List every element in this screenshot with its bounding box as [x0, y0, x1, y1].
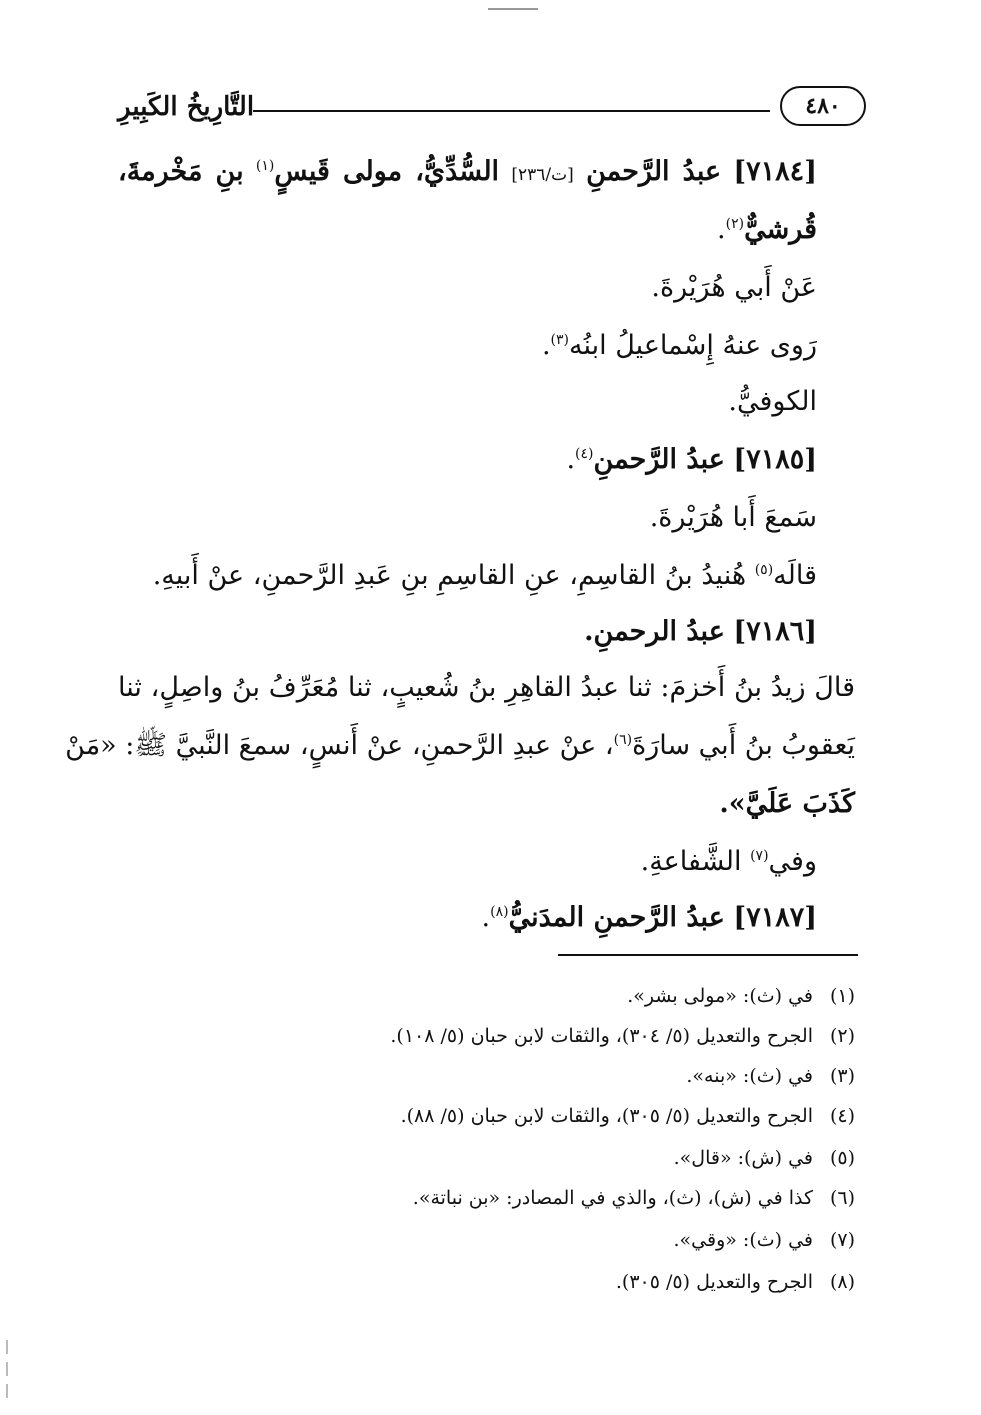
entry-nisba: السُّدِّيُّ، مولى قَيسٍ — [274, 156, 500, 187]
narration-line: قالَ زيدُ بنُ أَخزمَ: ثنا عبدُ القاهِرِ بنُ شُعيبٍ، ثنا مُعَرِّفُ بنُ واصِلٍ، ثنا — [118, 672, 855, 703]
entry-number: [٧١٨٥] — [733, 444, 817, 475]
top-edge-rule — [488, 8, 538, 10]
punctuation: . — [541, 330, 551, 361]
binding-mark — [6, 1362, 8, 1376]
entry-7184-heading — [118, 152, 817, 195]
entry-number: [٧١٨٤] — [733, 156, 817, 187]
narration-text: قالَه — [773, 560, 817, 591]
footnote-ref: (٥) — [754, 562, 774, 578]
footnote-ref: (٣) — [550, 332, 569, 348]
footnote-number: (٦) — [829, 1187, 855, 1209]
footnote-text: الجرح والتعديل (٥/ ٣٠٥). — [615, 1271, 813, 1293]
narration-text: رَوى عنهُ إِسْماعيلُ ابنُه — [569, 330, 817, 361]
entry-number: [٧١٨٦] — [733, 616, 817, 647]
entry-nisba-qurashi: قُرشيٌّ — [744, 214, 817, 245]
entry-7187-heading — [118, 898, 817, 938]
footnote-ref: (٨) — [490, 904, 509, 920]
footnote — [120, 1102, 855, 1130]
book-title: التَّارِيخُ الكَبِيرِ — [118, 92, 255, 122]
narration-text: يَعقوبُ بنُ أَبي سارَةَ — [632, 730, 855, 761]
entry-name: عبدُ الرَّحمنِ — [586, 156, 722, 187]
footnote-text: في (ث): «وقي». — [673, 1229, 813, 1251]
punctuation: . — [481, 902, 491, 933]
narration-text: وفي — [768, 846, 817, 877]
footnote-text: الجرح والتعديل (٥/ ٣٠٤)، والثقات لابن حبان (٥/ ١٠٨). — [390, 1025, 813, 1047]
footnote — [120, 1184, 855, 1212]
hadith-text: كَذَبَ عَلَيَّ». — [719, 788, 855, 819]
narration-text: الشَّفاعةِ. — [640, 846, 742, 877]
footnote-text: في (ث): «بنه». — [686, 1065, 813, 1087]
footnote-number: (٣) — [829, 1065, 855, 1087]
footnote-text: كذا في (ش)، (ث)، والذي في المصادر: «بن نباتة». — [412, 1187, 813, 1209]
narration-line — [65, 726, 855, 766]
footnote-number: (٥) — [829, 1147, 855, 1169]
footnote-ref: (٤) — [575, 446, 594, 462]
footnote-text: الجرح والتعديل (٥/ ٣٠٥)، والثقات لابن حبان (٥/ ٨٨). — [400, 1105, 813, 1127]
footnote-ref: (٢) — [725, 216, 745, 232]
footnote-number: (٤) — [829, 1105, 855, 1127]
footnote-number: (٢) — [829, 1025, 855, 1047]
footnote-ref: (٧) — [750, 848, 769, 864]
footnote — [120, 1268, 855, 1296]
footnote-ref: (٦) — [613, 732, 633, 748]
entry-7184-heading-cont — [118, 210, 817, 250]
footnotes-rule — [558, 954, 858, 956]
binding-mark — [6, 1340, 8, 1354]
narration-line — [118, 556, 817, 596]
footnote — [120, 1226, 855, 1254]
narration-line — [118, 326, 817, 366]
footnote-number: (٨) — [829, 1271, 855, 1293]
narration-text: هُنيدُ بنُ القاسِمِ، عنِ القاسِمِ بنِ عَبدِ الرَّحمنِ، عنْ أَبيهِ. — [152, 560, 747, 591]
footnote-ref: (١) — [255, 158, 275, 174]
page-header — [118, 86, 866, 130]
binding-mark — [6, 1384, 8, 1398]
entry-name: عبدُ الرَّحمنِ — [593, 444, 725, 475]
narration-text: ، عنْ عبدِ الرَّحمنِ، عنْ أَنسٍ، سمعَ النَّبيَّ ﷺ: «مَنْ — [65, 730, 614, 761]
narration-line: سَمعَ أَبا هُرَيْرةَ. — [649, 502, 817, 533]
footnote — [120, 982, 855, 1010]
entry-name: عبدُ الرحمنِ. — [584, 616, 725, 647]
footnote-text: في (ث): «مولى بشر». — [627, 985, 813, 1007]
footnote-text: في (ش): «قال». — [673, 1147, 813, 1169]
entry-7185-heading — [118, 440, 817, 480]
header-rule — [253, 110, 770, 112]
narration-line: عَنْ أَبي هُرَيْرةَ. — [651, 272, 817, 303]
footnote-number: (١) — [829, 985, 855, 1007]
punctuation: . — [566, 444, 576, 475]
punctuation: . — [717, 214, 726, 245]
entry-7186-heading — [118, 612, 817, 652]
footnote — [120, 1062, 855, 1090]
page-number-frame — [780, 86, 866, 126]
entry-name: عبدُ الرَّحمنِ المدَنيُّ — [508, 902, 725, 933]
footnote-number: (٧) — [829, 1229, 855, 1251]
footnote — [120, 1022, 855, 1050]
narration-line: الكوفيُّ. — [728, 386, 817, 417]
narration-line — [118, 842, 817, 882]
entry-number: [٧١٨٧] — [733, 902, 817, 933]
footnote — [120, 1144, 855, 1172]
manuscript-tag: [ت/٢٣٦] — [511, 165, 574, 185]
entry-nisba-cont: بنِ مَخْرمةَ، — [118, 156, 244, 187]
page-number: ٤٨٠ — [805, 93, 841, 119]
